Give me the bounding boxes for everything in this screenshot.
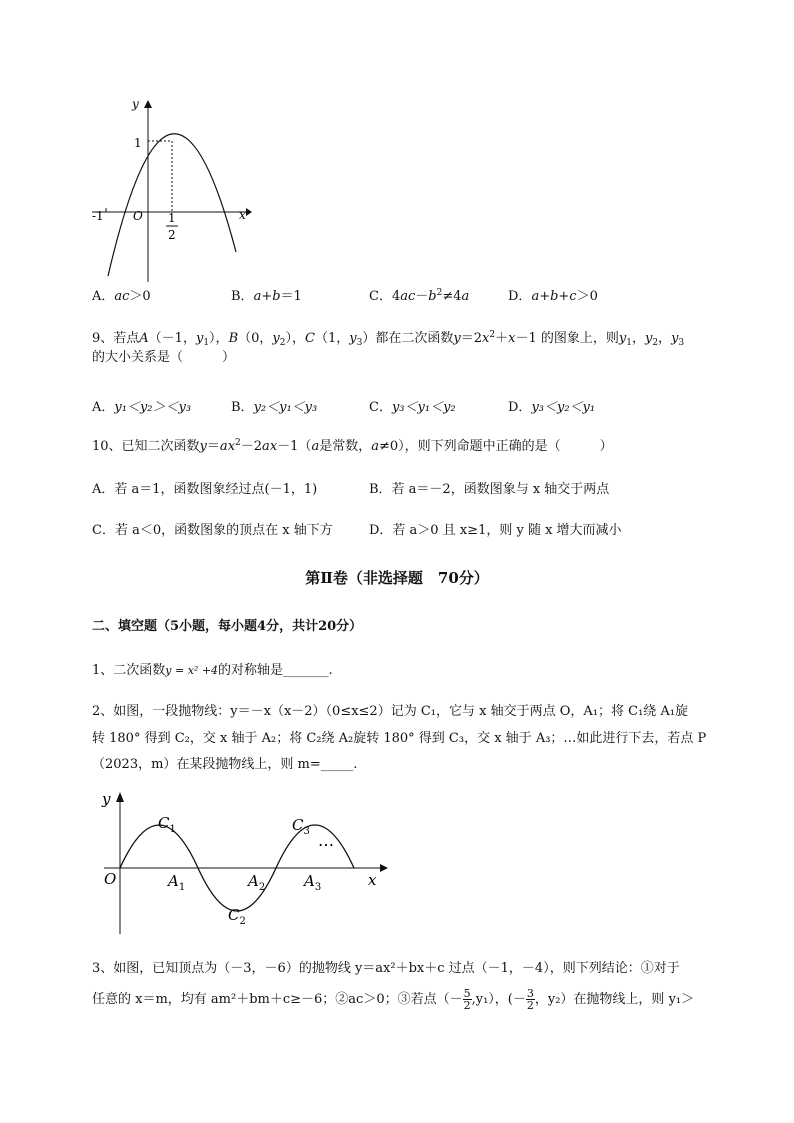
q10-option-b[interactable]: B．若 a＝－2，函数图象与 x 轴交于两点: [369, 482, 610, 497]
y-axis-label: y: [102, 790, 111, 808]
text: ≠0），则下列命题中正确的是（ ）: [378, 439, 613, 454]
option-sup: 2: [436, 288, 443, 298]
half-denominator: 2: [168, 228, 176, 242]
option-var: ac: [114, 289, 130, 304]
fraction-three-halves: [526, 988, 535, 1011]
text: －1（: [277, 439, 312, 454]
text: （1，: [314, 331, 350, 346]
var-y: y: [618, 331, 627, 346]
q9-stem-line1: [92, 327, 684, 351]
frac-den: 2: [526, 999, 534, 1012]
text: ，: [631, 331, 645, 346]
text: ，y₂）在抛物线上，则 y₁＞: [534, 992, 695, 1007]
option-prefix: B．: [231, 400, 254, 415]
text: ＝: [206, 439, 220, 454]
text: －2: [240, 439, 263, 454]
sub: 2: [652, 338, 659, 348]
point-c: C: [305, 331, 315, 346]
q8-option-b[interactable]: [231, 285, 302, 304]
text: ＋: [495, 331, 509, 346]
fraction-five-halves: [463, 988, 472, 1011]
label-a1: $A_1$: [168, 872, 186, 893]
frac-num: 3: [526, 987, 534, 1000]
curve-c3: [276, 825, 354, 868]
sub: 2: [279, 338, 286, 348]
fill-q2-line3: （2023，m）在某段抛物线上，则 m=_____.: [92, 757, 358, 772]
y-axis-arrow: [144, 100, 152, 108]
text: 9、若点: [92, 331, 140, 346]
sup: 2: [235, 438, 241, 448]
x-axis-label: x: [239, 208, 246, 222]
option-prefix: D．: [508, 400, 532, 415]
half-numerator: 1: [168, 211, 176, 225]
q10-option-a[interactable]: A．若 a＝1，函数图象经过点(－1，1): [92, 482, 318, 497]
option-text: y₃＜y₂＜y₁: [531, 400, 596, 415]
x-axis-label: x: [368, 871, 377, 889]
q8-option-a[interactable]: [92, 285, 151, 304]
rotated-parabolas-graph: [98, 788, 398, 938]
sub: 3: [678, 338, 685, 348]
ellipsis: …: [318, 831, 334, 850]
option-text: y₂＜y₁＜y₃: [253, 400, 318, 415]
fill-q3-line2: [92, 988, 694, 1011]
text: －1 的图象上，则: [515, 331, 619, 346]
origin-label: O: [133, 209, 143, 223]
q10-option-d[interactable]: D．若 a＞0 且 x≥1，则 y 随 x 增大而减小: [369, 523, 622, 538]
text: ,y₁），(－: [471, 992, 526, 1007]
x-axis-arrow: [246, 208, 252, 216]
var-a: a: [262, 439, 270, 454]
option-rel: ≠4: [442, 289, 462, 304]
label-c1: $C_1$: [158, 814, 176, 835]
label-c3: $C_3$: [292, 816, 310, 837]
var-y: y: [199, 439, 207, 454]
point-b: B: [228, 331, 239, 346]
part-2-heading: 二、填空题（5小题，每小题4分，共计20分）: [92, 619, 363, 634]
q9-option-d[interactable]: [508, 396, 595, 415]
option-rel: ＞0: [129, 289, 151, 304]
option-prefix: D．: [508, 289, 532, 304]
option-var: a: [461, 289, 470, 304]
frac-num: 5: [463, 987, 471, 1000]
text: 10、已知二次函数: [92, 439, 200, 454]
x-axis-arrow: [380, 864, 388, 872]
text: （－1，: [148, 331, 196, 346]
option-var: a+b: [253, 289, 281, 304]
text: 是常数，: [319, 439, 372, 454]
q9-stem-line2: 的大小关系是（ ）: [92, 350, 236, 365]
option-mid: －: [415, 289, 429, 304]
sub: 1: [626, 338, 632, 348]
option-prefix: A．: [92, 289, 115, 304]
q9-option-c[interactable]: [369, 396, 456, 415]
section-2-title: 第Ⅱ卷（非选择题 70分）: [305, 569, 489, 587]
var-y: y: [453, 331, 461, 346]
var-a: a: [371, 439, 379, 454]
var-x: x: [269, 439, 278, 454]
sub: 1: [203, 338, 210, 348]
text: 1、二次函数: [92, 663, 166, 678]
option-var: b: [428, 289, 437, 304]
text: ），: [285, 331, 306, 346]
option-text: y₁＜y₂＞＜y₃: [114, 400, 192, 415]
y-axis-label: y: [132, 97, 139, 111]
var-x: x: [482, 331, 490, 346]
fill-q3-line1: 3、如图，已知顶点为（－3，－6）的抛物线 y＝ax²＋bx＋c 过点（－1，－4），则下列结论：①对于: [92, 961, 680, 976]
label-c2: $C_2$: [228, 906, 246, 927]
fill-q2-line1: 2、如图，一段抛物线：y＝－x（x－2）（0≤x≤2）记为 C₁，它与 x 轴交于两点 O，A₁；将 C₁绕 A₁旋: [92, 704, 689, 719]
text: （0，: [238, 331, 273, 346]
label-neg-one: -1: [92, 209, 104, 223]
q8-option-d[interactable]: [508, 285, 598, 304]
var-x: x: [508, 331, 516, 346]
label-one: 1: [134, 136, 142, 150]
label-a3: $A_3$: [304, 872, 322, 893]
option-prefix: C．: [369, 400, 392, 415]
var-y: y: [349, 331, 357, 346]
option-rel: ＝1: [280, 289, 302, 304]
sup: 2: [489, 330, 496, 340]
equation: y = x² +4: [165, 664, 219, 677]
sub: 3: [356, 338, 363, 348]
var-y: y: [644, 331, 653, 346]
option-prefix: C．4: [369, 289, 401, 304]
var-x: x: [227, 439, 236, 454]
parabola-graph: [86, 96, 256, 286]
text: ）都在二次函数: [362, 331, 454, 346]
var-y: y: [671, 331, 679, 346]
q10-stem: [92, 435, 613, 455]
q9-option-b[interactable]: [231, 396, 317, 415]
text: ），: [209, 331, 229, 346]
origin-label: O: [104, 870, 117, 888]
option-rel: ＞0: [576, 289, 598, 304]
var-a: a: [311, 439, 320, 454]
text: ，: [658, 331, 672, 346]
fill-q1: [92, 663, 333, 679]
option-prefix: B．: [231, 289, 254, 304]
option-prefix: A．: [92, 400, 115, 415]
var-y: y: [272, 331, 280, 346]
text: ＝2: [460, 331, 482, 346]
option-text: y₃＜y₁＜y₂: [391, 400, 456, 415]
fill-q2-line2: 转 180° 得到 C₂，交 x 轴于 A₂；将 C₂绕 A₂旋转 180° 得到 C₃，交 x 轴于 A₃；…如此进行下去，若点 P: [92, 731, 707, 746]
text: 任意的 x＝m，均有 am²＋bm＋c≥－6；②ac＞0；③若点（－: [92, 992, 463, 1007]
option-var: ac: [400, 289, 416, 304]
q8-option-c[interactable]: [369, 285, 469, 304]
parabola-curve: [108, 134, 236, 276]
q9-option-a[interactable]: [92, 396, 191, 415]
var-y: y: [195, 331, 204, 346]
frac-den: 2: [463, 999, 471, 1012]
text: 的对称轴是_______.: [218, 663, 333, 678]
var-a: a: [219, 439, 228, 454]
label-a2: $A_2$: [248, 872, 266, 893]
y-axis-arrow: [116, 792, 124, 802]
point-a: A: [139, 331, 149, 346]
option-var: a+b+c: [531, 289, 577, 304]
q10-option-c[interactable]: C．若 a＜0，函数图象的顶点在 x 轴下方: [92, 523, 333, 538]
